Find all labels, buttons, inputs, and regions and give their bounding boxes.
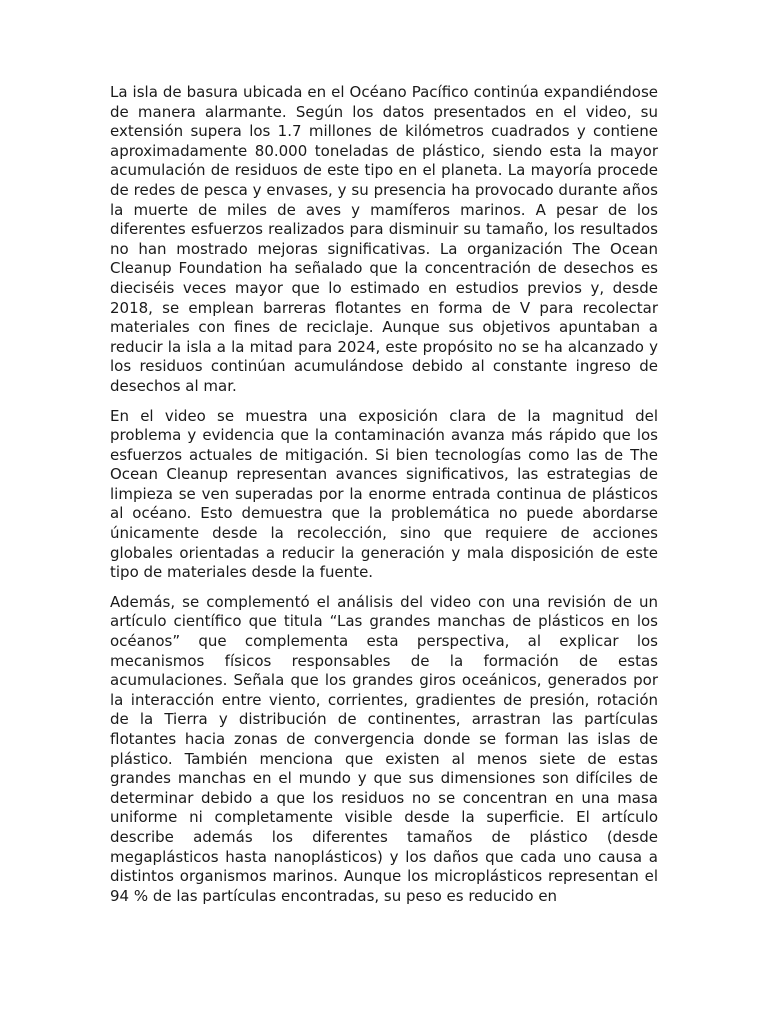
paragraph-2: En el video se muestra una exposición clara de la magnitud del problema y evidencia que la contaminación avanza más rápido que los esfuerzos actuales de mitigación. Si bien tecnologías como las de The Ocean Cleanup representan avances significativos, las estrategias de limpieza se ven superadas por la enorme entrada continua de plásticos al océano. Esto demuestra que la problemática no puede abordarse únicamente desde la recolección, sino que requiere de acciones globales orientadas a reducir la generación y mala disposición de este tipo de materiales desde la fuente.	[110, 406, 658, 582]
paragraph-3: Además, se complementó el análisis del video con una revisión de un artículo científico que titula “Las grandes manchas de plásticos en los océanos” que complementa esta perspectiva, al explicar los mecanismos físicos responsables de la formación de estas acumulaciones. Señala que los grandes giros oceánicos, generados por la interacción entre viento, corrientes, gradientes de presión, rotación de la Tierra y distribución de continentes, arrastran las partículas flotantes hacia zonas de convergencia donde se forman las islas de plástico. También menciona que existen al menos siete de estas grandes manchas en el mundo y que sus dimensiones son difíciles de determinar debido a que los residuos no se concentran en una masa uniforme ni completamente visible desde la superficie. El artículo describe además los diferentes tamaños de plástico (desde megaplásticos hasta nanoplásticos) y los daños que cada uno causa a distintos organismos marinos. Aunque los microplásticos representan el 94 % de las partículas encontradas, su peso es reducido en	[110, 592, 658, 905]
paragraph-1: La isla de basura ubicada en el Océano Pacífico continúa expandiéndose de manera alarmante. Según los datos presentados en el video, su extensión supera los 1.7 millones de kilómetros cuadrados y contiene aproximadamente 80.000 toneladas de plástico, siendo esta la mayor acumulación de residuos de este tipo en el planeta. La mayoría procede de redes de pesca y envases, y su presencia ha provocado durante años la muerte de miles de aves y mamíferos marinos. A pesar de los diferentes esfuerzos realizados para disminuir su tamaño, los resultados no han mostrado mejoras significativas. La organización The Ocean Cleanup Foundation ha señalado que la concentración de desechos es dieciséis veces mayor que lo estimado en estudios previos y, desde 2018, se emplean barreras flotantes en forma de V para recolectar materiales con fines de reciclaje. Aunque sus objetivos apuntaban a reducir la isla a la mitad para 2024, este propósito no se ha alcanzado y los residuos continúan acumulándose debido al constante ingreso de desechos al mar.	[110, 83, 658, 395]
document-body	[110, 83, 658, 916]
